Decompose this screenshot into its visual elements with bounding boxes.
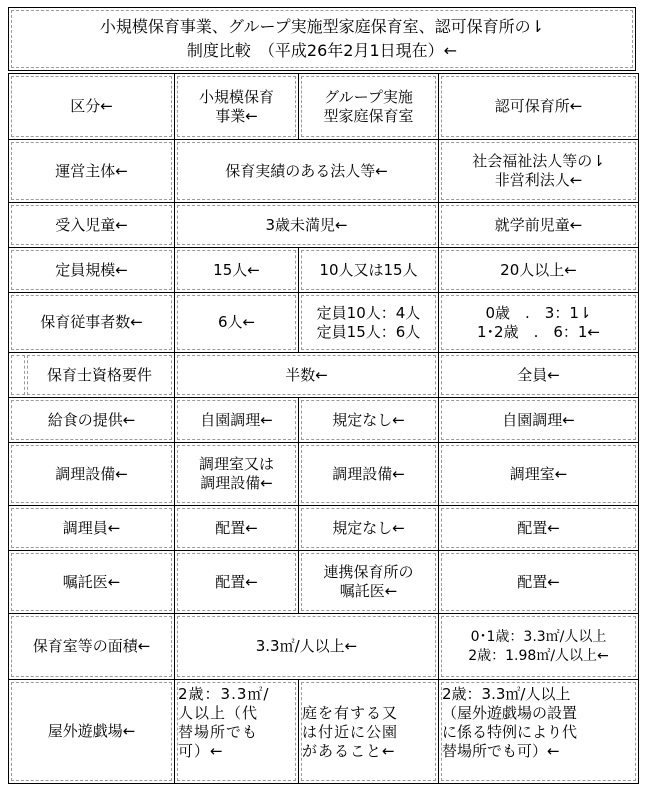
group-home-cell: 規定なし←: [299, 398, 439, 443]
licensed-cell: 0歳 . 3：1⇂ 1･2歳 . 6：1←: [439, 293, 639, 353]
row-label: 調理設備←: [9, 443, 175, 506]
comparison-table: [8, 73, 639, 784]
row-label: 屋外遊戯場←: [9, 680, 175, 784]
group-home-cell: 10人又は15人: [299, 248, 439, 293]
table-row-operator: [9, 140, 639, 203]
row-label: 運営主体←: [9, 140, 175, 203]
table-row-capacity: [9, 248, 639, 293]
merged-cell: 3歳未満児←: [175, 203, 439, 248]
small-scale-cell: 2歳：3.3㎡/ 人以上（代 替場所でも 可）←: [175, 680, 299, 784]
small-scale-cell: 配置←: [175, 551, 299, 614]
small-scale-cell: 自園調理←: [175, 398, 299, 443]
table-row-area: [9, 614, 639, 680]
title-line-2: 制度比較 （平成26年2月1日現在）←: [186, 41, 458, 60]
row-label: 保育従事者数←: [9, 293, 175, 353]
small-scale-cell: 6人←: [175, 293, 299, 353]
licensed-cell: 調理室←: [439, 443, 639, 506]
table-row-staff: [9, 293, 639, 353]
table-row-playground: [9, 680, 639, 784]
group-home-cell: 定員10人：4人 定員15人：6人: [299, 293, 439, 353]
licensed-cell: 就学前児童←: [439, 203, 639, 248]
merged-cell: 半数←: [175, 353, 439, 398]
group-home-cell: 庭を有する又 は付近に公園 があること←: [299, 680, 439, 784]
header-small-scale: 小規模保育 事業←: [175, 74, 299, 140]
header-row: [9, 74, 639, 140]
row-label: 受入児童←: [9, 203, 175, 248]
table-row-doctor: [9, 551, 639, 614]
group-home-cell: 規定なし←: [299, 506, 439, 551]
licensed-cell: 2歳：3.3㎡/人以上 （屋外遊戯場の設置 に係る特例により代 替場所でも可）←: [439, 680, 639, 784]
licensed-cell: 配置←: [439, 551, 639, 614]
merged-cell: 保育実績のある法人等←: [175, 140, 439, 203]
row-label: 給食の提供←: [9, 398, 175, 443]
licensed-cell: 配置←: [439, 506, 639, 551]
table-row-cook: [9, 506, 639, 551]
table-title: [8, 7, 636, 71]
licensed-cell: 全員←: [439, 353, 639, 398]
group-home-cell: 調理設備←: [299, 443, 439, 506]
group-home-cell: 連携保育所の 嘱託医←: [299, 551, 439, 614]
title-line-1: 小規模保育事業、グループ実施型家庭保育室、認可保育所の⇂: [99, 17, 545, 36]
merged-cell: 3.3㎡/人以上←: [175, 614, 439, 680]
small-scale-cell: 15人←: [175, 248, 299, 293]
licensed-cell: 自園調理←: [439, 398, 639, 443]
licensed-cell: 社会福祉法人等の⇂ 非営利法人←: [439, 140, 639, 203]
header-group-home: グループ実施 型家庭保育室: [299, 74, 439, 140]
small-scale-cell: 配置←: [175, 506, 299, 551]
header-licensed: 認可保育所←: [439, 74, 639, 140]
licensed-cell: 0･1歳：3.3㎡/人以上 2歳：1.98㎡/人以上←: [439, 614, 639, 680]
table-row-qualification: [9, 353, 639, 398]
row-label: 保育室等の面積←: [9, 614, 175, 680]
licensed-cell: 20人以上←: [439, 248, 639, 293]
table-row-kitchen: [9, 443, 639, 506]
table-row-meals: [9, 398, 639, 443]
row-label: 嘱託医←: [9, 551, 175, 614]
row-label: 保育士資格要件: [9, 353, 175, 398]
row-label: 調理員←: [9, 506, 175, 551]
header-category: 区分←: [9, 74, 175, 140]
row-label: 定員規模←: [9, 248, 175, 293]
small-scale-cell: 調理室又は 調理設備←: [175, 443, 299, 506]
table-row-children: [9, 203, 639, 248]
